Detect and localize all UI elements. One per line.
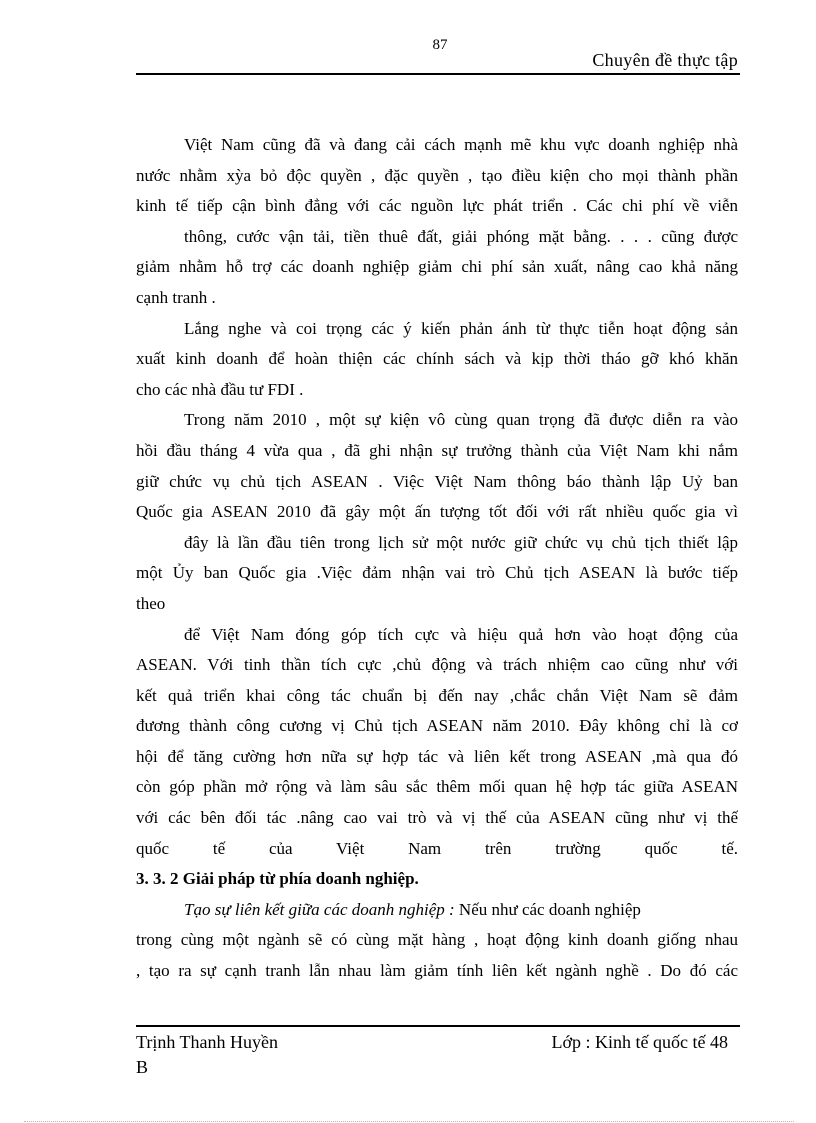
author-suffix: B	[136, 1057, 149, 1077]
text-line: xuất kinh doanh để hoàn thiện các chính sách và kịp thời tháo gỡ khó khăn	[136, 349, 738, 369]
text-line: giảm nhằm hỗ trợ các doanh nghiệp giảm chi phí sản xuất, nâng cao khả năng	[136, 257, 738, 277]
text-line: , tạo ra sự cạnh tranh lẫn nhau làm giảm tính liên kết ngành nghề . Do đó các	[136, 961, 738, 981]
text-line: quốc tế của Việt Nam trên trường quốc tế.	[136, 838, 738, 858]
text-line: thông, cước vận tải, tiền thuê đất, giải phóng mặt bằng. . . . cũng được	[184, 226, 738, 246]
footer-class: Lớp : Kinh tế quốc tế 48	[551, 1032, 728, 1052]
section-heading: 3. 3. 2 Giải pháp từ phía doanh nghiệp.	[136, 869, 419, 889]
document-body	[136, 130, 738, 987]
text-continuation: Nếu như các doanh nghiệp	[454, 899, 641, 919]
text-line: nước nhằm xỳa bỏ độc quyền , đặc quyền , tạo điều kiện cho mọi thành phần	[136, 165, 738, 185]
text-line: cho các nhà đầu tư FDI .	[136, 379, 304, 399]
header-rule	[136, 73, 740, 75]
text-line: hội để tăng cường hơn nữa sự hợp tác và liên kết trong ASEAN ,mà qua đó	[136, 746, 738, 766]
header-title: Chuyên đề thực tập	[592, 50, 738, 70]
text-line: cạnh tranh .	[136, 287, 216, 307]
text-line: giữ chức vụ chủ tịch ASEAN . Việc Việt Nam thông báo thành lập Uỷ ban	[136, 471, 738, 491]
text-line: hồi đầu tháng 4 vừa qua , đã ghi nhận sự trưởng thành của Việt Nam khi nắm	[136, 440, 738, 460]
text-line: trong cùng một ngành sẽ có cùng mặt hàng , hoạt động kinh doanh giống nhau	[136, 930, 738, 950]
text-line: để Việt Nam đóng góp tích cực và hiệu quả hơn vào hoạt động của	[184, 624, 738, 644]
text-line: một Ủy ban Quốc gia .Việc đảm nhận vai trò Chủ tịch ASEAN là bước tiếp	[136, 563, 738, 583]
text-line: ASEAN. Với tinh thần tích cực ,chủ động và trách nhiệm cao cũng như với	[136, 655, 738, 675]
text-line: Việt Nam cũng đã và đang cải cách mạnh mẽ khu vực doanh nghiệp nhà	[184, 135, 738, 154]
text-line: theo	[136, 593, 166, 613]
text-line: với các bên đối tác .nâng cao vai trò và vị thế của ASEAN cũng như vị thế	[136, 808, 738, 828]
text-line: kinh tế tiếp cận bình đẳng với các nguồn lực phát triển . Các chi phí về viễn	[136, 196, 738, 216]
footer-rule	[136, 1025, 740, 1027]
page-edge-divider	[24, 1121, 794, 1122]
text-line: kết quả triển khai công tác chuẩn bị đến nay ,chắc chắn Việt Nam sẽ đảm	[136, 685, 738, 705]
text-line: còn góp phần mở rộng và làm sâu sắc thêm mối quan hệ hợp tác giữa ASEAN	[136, 777, 738, 797]
footer-author	[136, 1030, 278, 1080]
italic-lead: Tạo sự liên kết giữa các doanh nghiệp :	[184, 899, 455, 919]
text-line: đây là lần đầu tiên trong lịch sử một nước giữ chức vụ chủ tịch thiết lập	[184, 532, 738, 552]
text-line: Quốc gia ASEAN 2010 đã gây một ấn tượng tốt đối với rất nhiều quốc gia vì	[136, 502, 738, 522]
text-line: đương thành công cương vị Chủ tịch ASEAN năm 2010. Đây không chỉ là cơ	[136, 716, 738, 736]
text-line: Trong năm 2010 , một sự kiện vô cùng quan trọng đã được diễn ra vào	[184, 410, 738, 430]
text-line	[136, 895, 738, 926]
page-number: 87	[432, 37, 448, 53]
author-name: Trịnh Thanh Huyền	[136, 1032, 279, 1052]
text-line: Lắng nghe và coi trọng các ý kiến phản ánh từ thực tiễn hoạt động sản	[184, 318, 738, 338]
